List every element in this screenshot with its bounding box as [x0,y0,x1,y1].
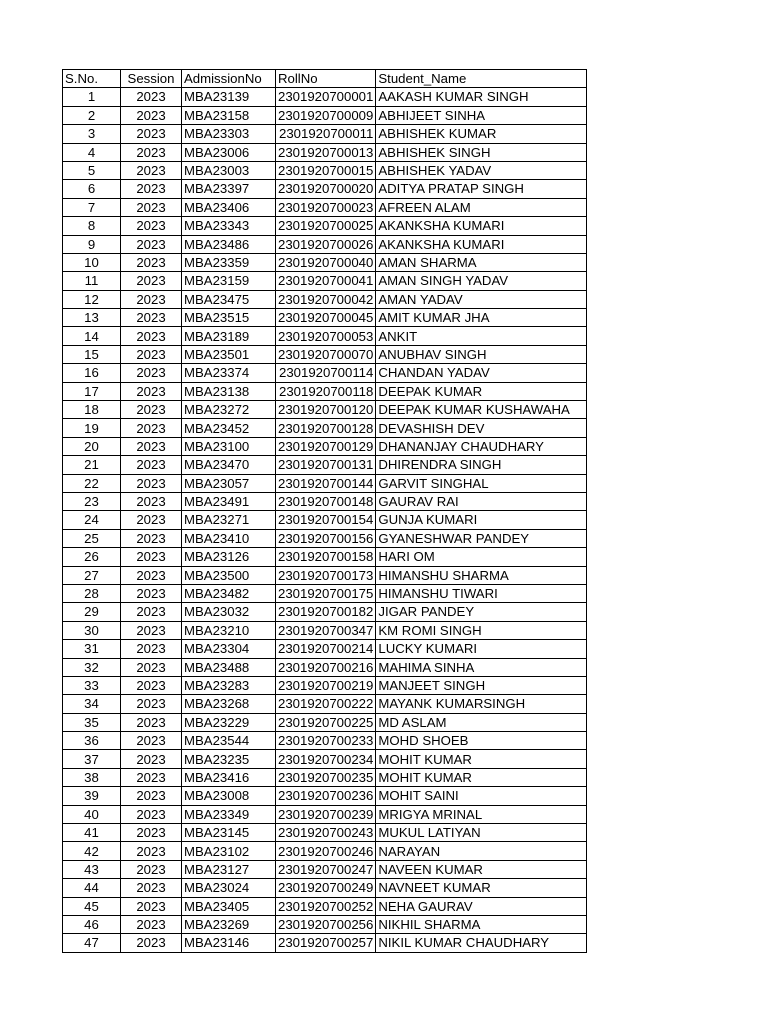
cell-session: 2023 [121,805,182,823]
cell-admission-no: MBA23500 [182,566,276,584]
cell-admission-no: MBA23100 [182,437,276,455]
cell-student-name: NAVNEET KUMAR [376,879,587,897]
cell-student-name: MOHD SHOEB [376,732,587,750]
cell-sno: 18 [63,401,121,419]
cell-sno: 41 [63,824,121,842]
cell-session: 2023 [121,309,182,327]
cell-student-name: AMAN YADAV [376,290,587,308]
cell-sno: 30 [63,621,121,639]
cell-session: 2023 [121,492,182,510]
table-row [63,437,587,455]
cell-sno: 14 [63,327,121,345]
cell-student-name: ABHIJEET SINHA [376,106,587,124]
cell-sno: 7 [63,198,121,216]
cell-admission-no: MBA23159 [182,272,276,290]
cell-sno: 39 [63,787,121,805]
cell-session: 2023 [121,603,182,621]
table-row [63,897,587,915]
cell-sno: 25 [63,529,121,547]
cell-sno: 24 [63,511,121,529]
cell-student-name: MOHIT KUMAR [376,768,587,786]
cell-session: 2023 [121,88,182,106]
cell-session: 2023 [121,419,182,437]
table-row [63,492,587,510]
cell-roll-no: 2301920700256 [276,915,376,933]
cell-roll-no: 2301920700053 [276,327,376,345]
cell-session: 2023 [121,437,182,455]
cell-sno: 8 [63,217,121,235]
cell-sno: 23 [63,492,121,510]
cell-student-name: MAHIMA SINHA [376,658,587,676]
cell-roll-no: 2301920700148 [276,492,376,510]
cell-student-name: GUNJA KUMARI [376,511,587,529]
cell-roll-no: 2301920700001 [276,88,376,106]
table-row [63,603,587,621]
cell-student-name: ABHISHEK SINGH [376,143,587,161]
cell-student-name: DHIRENDRA SINGH [376,456,587,474]
cell-admission-no: MBA23416 [182,768,276,786]
table-row [63,125,587,143]
cell-roll-no: 2301920700225 [276,713,376,731]
cell-session: 2023 [121,842,182,860]
table-row [63,584,587,602]
cell-roll-no: 2301920700236 [276,787,376,805]
cell-student-name: ABHISHEK YADAV [376,161,587,179]
cell-admission-no: MBA23102 [182,842,276,860]
cell-student-name: DEEPAK KUMAR KUSHAWAHA [376,401,587,419]
header-sno: S.No. [63,70,121,88]
header-roll-no: RollNo [276,70,376,88]
cell-roll-no: 2301920700249 [276,879,376,897]
cell-student-name: ADITYA PRATAP SINGH [376,180,587,198]
cell-admission-no: MBA23158 [182,106,276,124]
cell-session: 2023 [121,879,182,897]
table-row [63,290,587,308]
cell-sno: 35 [63,713,121,731]
table-row [63,217,587,235]
cell-session: 2023 [121,272,182,290]
cell-student-name: CHANDAN YADAV [376,364,587,382]
cell-admission-no: MBA23008 [182,787,276,805]
cell-sno: 12 [63,290,121,308]
cell-admission-no: MBA23210 [182,621,276,639]
cell-roll-no: 2301920700131 [276,456,376,474]
cell-student-name: DEEPAK KUMAR [376,382,587,400]
cell-session: 2023 [121,750,182,768]
table-row [63,768,587,786]
cell-sno: 4 [63,143,121,161]
cell-student-name: GARVIT SINGHAL [376,474,587,492]
cell-student-name: NEHA GAURAV [376,897,587,915]
cell-admission-no: MBA23491 [182,492,276,510]
cell-student-name: MAYANK KUMARSINGH [376,695,587,713]
cell-roll-no: 2301920700156 [276,529,376,547]
cell-student-name: KM ROMI SINGH [376,621,587,639]
cell-student-name: LUCKY KUMARI [376,640,587,658]
cell-session: 2023 [121,382,182,400]
cell-session: 2023 [121,529,182,547]
table-row [63,879,587,897]
table-row [63,345,587,363]
cell-admission-no: MBA23271 [182,511,276,529]
cell-session: 2023 [121,511,182,529]
cell-sno: 15 [63,345,121,363]
cell-sno: 43 [63,860,121,878]
cell-student-name: MOHIT KUMAR [376,750,587,768]
cell-admission-no: MBA23126 [182,548,276,566]
cell-session: 2023 [121,198,182,216]
cell-student-name: HARI OM [376,548,587,566]
cell-student-name: DHANANJAY CHAUDHARY [376,437,587,455]
cell-roll-no: 2301920700252 [276,897,376,915]
cell-roll-no: 2301920700175 [276,584,376,602]
cell-student-name: ANUBHAV SINGH [376,345,587,363]
cell-roll-no: 2301920700214 [276,640,376,658]
cell-roll-no: 2301920700233 [276,732,376,750]
cell-sno: 45 [63,897,121,915]
cell-admission-no: MBA23229 [182,713,276,731]
cell-admission-no: MBA23470 [182,456,276,474]
cell-student-name: JIGAR PANDEY [376,603,587,621]
cell-admission-no: MBA23397 [182,180,276,198]
table-row [63,106,587,124]
cell-session: 2023 [121,106,182,124]
cell-sno: 2 [63,106,121,124]
cell-roll-no: 2301920700234 [276,750,376,768]
cell-admission-no: MBA23146 [182,934,276,952]
cell-session: 2023 [121,253,182,271]
cell-session: 2023 [121,897,182,915]
cell-student-name: AMIT KUMAR JHA [376,309,587,327]
cell-admission-no: MBA23488 [182,658,276,676]
cell-sno: 31 [63,640,121,658]
cell-admission-no: MBA23343 [182,217,276,235]
cell-roll-no: 2301920700040 [276,253,376,271]
cell-roll-no: 2301920700216 [276,658,376,676]
cell-session: 2023 [121,180,182,198]
cell-admission-no: MBA23359 [182,253,276,271]
cell-session: 2023 [121,658,182,676]
cell-roll-no: 2301920700120 [276,401,376,419]
cell-sno: 3 [63,125,121,143]
cell-sno: 34 [63,695,121,713]
table-row [63,548,587,566]
cell-admission-no: MBA23235 [182,750,276,768]
cell-roll-no: 2301920700118 [276,382,376,400]
table-row [63,640,587,658]
cell-student-name: AFREEN ALAM [376,198,587,216]
cell-roll-no: 2301920700173 [276,566,376,584]
cell-session: 2023 [121,824,182,842]
cell-sno: 28 [63,584,121,602]
cell-sno: 26 [63,548,121,566]
cell-session: 2023 [121,695,182,713]
table-body [63,88,587,952]
table-row [63,364,587,382]
cell-sno: 27 [63,566,121,584]
cell-session: 2023 [121,327,182,345]
cell-student-name: MRIGYA MRINAL [376,805,587,823]
cell-student-name: ANKIT [376,327,587,345]
table-row [63,88,587,106]
table-row [63,842,587,860]
cell-roll-no: 2301920700222 [276,695,376,713]
cell-sno: 9 [63,235,121,253]
table-row [63,382,587,400]
cell-sno: 33 [63,676,121,694]
cell-admission-no: MBA23024 [182,879,276,897]
table-row [63,198,587,216]
cell-sno: 10 [63,253,121,271]
cell-admission-no: MBA23138 [182,382,276,400]
table-row [63,456,587,474]
cell-admission-no: MBA23139 [182,88,276,106]
table-row [63,235,587,253]
cell-session: 2023 [121,713,182,731]
cell-student-name: MUKUL LATIYAN [376,824,587,842]
cell-roll-no: 2301920700129 [276,437,376,455]
cell-roll-no: 2301920700154 [276,511,376,529]
cell-session: 2023 [121,456,182,474]
cell-sno: 46 [63,915,121,933]
cell-sno: 11 [63,272,121,290]
cell-sno: 42 [63,842,121,860]
table-row [63,161,587,179]
cell-sno: 1 [63,88,121,106]
cell-session: 2023 [121,732,182,750]
cell-sno: 36 [63,732,121,750]
cell-admission-no: MBA23189 [182,327,276,345]
cell-session: 2023 [121,548,182,566]
cell-student-name: NIKHIL SHARMA [376,915,587,933]
table-row [63,658,587,676]
cell-roll-no: 2301920700013 [276,143,376,161]
cell-student-name: HIMANSHU TIWARI [376,584,587,602]
cell-admission-no: MBA23003 [182,161,276,179]
cell-roll-no: 2301920700144 [276,474,376,492]
cell-roll-no: 2301920700347 [276,621,376,639]
cell-sno: 40 [63,805,121,823]
cell-roll-no: 2301920700020 [276,180,376,198]
table-row [63,915,587,933]
cell-roll-no: 2301920700009 [276,106,376,124]
cell-sno: 22 [63,474,121,492]
cell-sno: 32 [63,658,121,676]
table-row [63,474,587,492]
cell-admission-no: MBA23544 [182,732,276,750]
cell-session: 2023 [121,584,182,602]
cell-admission-no: MBA23405 [182,897,276,915]
cell-session: 2023 [121,217,182,235]
cell-roll-no: 2301920700023 [276,198,376,216]
cell-sno: 19 [63,419,121,437]
cell-roll-no: 2301920700182 [276,603,376,621]
cell-session: 2023 [121,474,182,492]
table-row [63,621,587,639]
cell-sno: 17 [63,382,121,400]
cell-session: 2023 [121,235,182,253]
cell-roll-no: 2301920700257 [276,934,376,952]
cell-sno: 16 [63,364,121,382]
table-row [63,787,587,805]
cell-admission-no: MBA23057 [182,474,276,492]
cell-student-name: NAVEEN KUMAR [376,860,587,878]
table-row [63,401,587,419]
cell-student-name: DEVASHISH DEV [376,419,587,437]
table-row [63,419,587,437]
cell-student-name: MOHIT SAINI [376,787,587,805]
cell-admission-no: MBA23374 [182,364,276,382]
cell-session: 2023 [121,290,182,308]
table-row [63,676,587,694]
table-row [63,824,587,842]
cell-admission-no: MBA23272 [182,401,276,419]
cell-student-name: GAURAV RAI [376,492,587,510]
table-row [63,253,587,271]
cell-student-name: NARAYAN [376,842,587,860]
cell-student-name: MD ASLAM [376,713,587,731]
cell-admission-no: MBA23032 [182,603,276,621]
table-row [63,695,587,713]
cell-student-name: NIKIL KUMAR CHAUDHARY [376,934,587,952]
cell-session: 2023 [121,787,182,805]
header-admission-no: AdmissionNo [182,70,276,88]
cell-student-name: HIMANSHU SHARMA [376,566,587,584]
table-row [63,732,587,750]
table-row [63,327,587,345]
cell-session: 2023 [121,143,182,161]
cell-sno: 47 [63,934,121,952]
cell-admission-no: MBA23304 [182,640,276,658]
header-row [63,70,587,88]
cell-session: 2023 [121,934,182,952]
cell-admission-no: MBA23127 [182,860,276,878]
cell-session: 2023 [121,345,182,363]
table-header [63,70,587,88]
cell-roll-no: 2301920700243 [276,824,376,842]
cell-session: 2023 [121,364,182,382]
cell-session: 2023 [121,401,182,419]
cell-sno: 29 [63,603,121,621]
cell-session: 2023 [121,915,182,933]
table-row [63,309,587,327]
cell-student-name: ABHISHEK KUMAR [376,125,587,143]
student-list-table [62,69,587,953]
cell-sno: 20 [63,437,121,455]
cell-roll-no: 2301920700158 [276,548,376,566]
table-row [63,511,587,529]
cell-admission-no: MBA23501 [182,345,276,363]
cell-admission-no: MBA23406 [182,198,276,216]
cell-sno: 6 [63,180,121,198]
cell-session: 2023 [121,125,182,143]
cell-session: 2023 [121,621,182,639]
cell-admission-no: MBA23303 [182,125,276,143]
cell-roll-no: 2301920700219 [276,676,376,694]
cell-sno: 13 [63,309,121,327]
cell-sno: 5 [63,161,121,179]
cell-admission-no: MBA23145 [182,824,276,842]
cell-roll-no: 2301920700070 [276,345,376,363]
cell-admission-no: MBA23486 [182,235,276,253]
table-row [63,934,587,952]
cell-session: 2023 [121,161,182,179]
cell-sno: 44 [63,879,121,897]
cell-roll-no: 2301920700239 [276,805,376,823]
cell-student-name: AAKASH KUMAR SINGH [376,88,587,106]
table-row [63,143,587,161]
table-row [63,750,587,768]
header-student-name: Student_Name [376,70,587,88]
table-row [63,713,587,731]
cell-roll-no: 2301920700128 [276,419,376,437]
cell-roll-no: 2301920700042 [276,290,376,308]
table-row [63,272,587,290]
cell-roll-no: 2301920700026 [276,235,376,253]
cell-student-name: AMAN SHARMA [376,253,587,271]
cell-admission-no: MBA23349 [182,805,276,823]
table-row [63,566,587,584]
table-row [63,805,587,823]
cell-admission-no: MBA23006 [182,143,276,161]
cell-roll-no: 2301920700235 [276,768,376,786]
cell-admission-no: MBA23482 [182,584,276,602]
cell-student-name: AMAN SINGH YADAV [376,272,587,290]
cell-admission-no: MBA23283 [182,676,276,694]
cell-roll-no: 2301920700246 [276,842,376,860]
cell-session: 2023 [121,640,182,658]
cell-student-name: AKANKSHA KUMARI [376,217,587,235]
table-row [63,529,587,547]
cell-student-name: GYANESHWAR PANDEY [376,529,587,547]
cell-roll-no: 2301920700015 [276,161,376,179]
cell-admission-no: MBA23269 [182,915,276,933]
cell-admission-no: MBA23515 [182,309,276,327]
cell-student-name: MANJEET SINGH [376,676,587,694]
cell-roll-no: 2301920700025 [276,217,376,235]
cell-admission-no: MBA23475 [182,290,276,308]
table-row [63,180,587,198]
cell-session: 2023 [121,566,182,584]
cell-session: 2023 [121,676,182,694]
cell-session: 2023 [121,768,182,786]
cell-sno: 38 [63,768,121,786]
cell-student-name: AKANKSHA KUMARI [376,235,587,253]
cell-admission-no: MBA23452 [182,419,276,437]
cell-session: 2023 [121,860,182,878]
cell-roll-no: 2301920700247 [276,860,376,878]
cell-roll-no: 2301920700045 [276,309,376,327]
cell-roll-no: 2301920700041 [276,272,376,290]
cell-admission-no: MBA23410 [182,529,276,547]
cell-sno: 37 [63,750,121,768]
cell-roll-no: 2301920700011 [276,125,376,143]
cell-sno: 21 [63,456,121,474]
table-row [63,860,587,878]
header-session: Session [121,70,182,88]
cell-roll-no: 2301920700114 [276,364,376,382]
cell-admission-no: MBA23268 [182,695,276,713]
